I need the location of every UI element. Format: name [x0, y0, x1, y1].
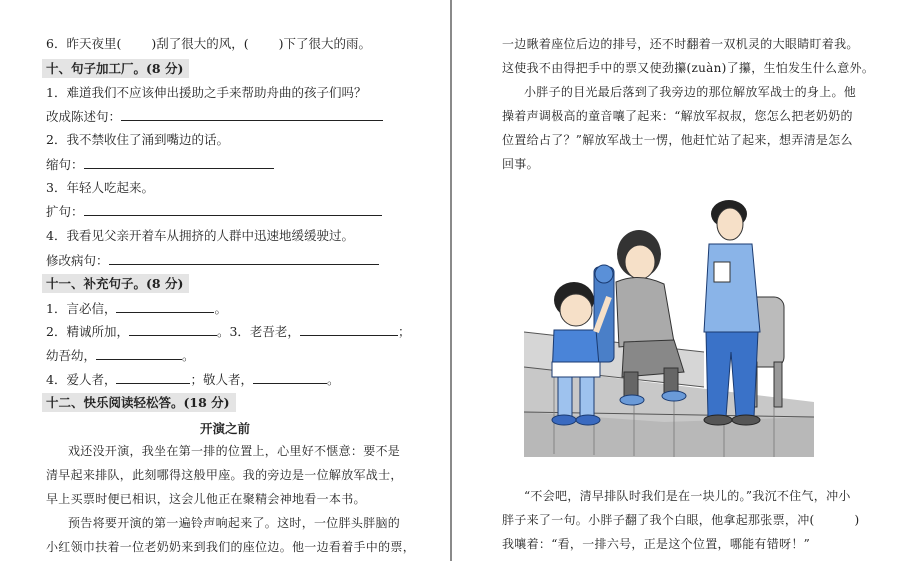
section-11-title: 十一、补充句子。(8 分) [42, 274, 189, 293]
boy-grandma-soldier-illustration [524, 182, 814, 457]
s10-question-4: 4．我看见父亲开着车从拥挤的人群中迅速地缓缓驶过。 [46, 228, 354, 243]
passage-line: 早上买票时便已相识，这会儿他正在聚精会神地看一本书。 [46, 492, 366, 506]
passage-line: 回事。 [502, 157, 539, 171]
s11-question-1: 1．言必信， 。 [46, 301, 227, 316]
passage-line: “不会吧，清早排队时我们是在一块儿的。”我沉不住气，冲小 [524, 489, 851, 503]
passage-line: 位置给占了？”解放军战士一愣，他赶忙站了起来，想弄清是怎么 [502, 133, 853, 147]
answer-blank[interactable] [84, 156, 274, 169]
answer-blank[interactable] [121, 108, 383, 121]
s10-answer-3: 扩句： [46, 203, 382, 220]
s10-answer-2: 缩句： [46, 156, 274, 173]
right-page [452, 0, 903, 561]
passage-line: 胖子来了一句。小胖子翻了我个白眼，他拿起那张票，冲( ) [502, 513, 860, 527]
passage-line: 一边瞅着座位后边的排号，还不时翻着一双机灵的大眼睛盯着我。 [502, 37, 859, 51]
s11-question-4: 4．爱人者， ；敬人者， 。 [46, 372, 340, 387]
passage-title: 开演之前 [199, 421, 250, 436]
left-page [0, 0, 450, 561]
passage-line: 预告将要开演的第一遍铃声响起来了。这时，一位胖头胖脑的 [68, 516, 401, 530]
passage-line: 我嚷着：“看，一排六号，正是这个位置，哪能有错呀！” [502, 537, 811, 551]
question-6: 6．昨天夜里( )刮了很大的风，( )下了很大的雨。 [46, 36, 371, 51]
s10-answer-4: 修改病句： [46, 252, 379, 269]
section-10-title: 十、句子加工厂。(8 分) [42, 59, 189, 78]
answer-blank[interactable] [116, 371, 190, 384]
answer-blank[interactable] [96, 347, 182, 360]
passage-line: 清早起来排队，此刻哪得这般甲座。我的旁边是一位解放军战士， [46, 468, 403, 482]
answer-blank[interactable] [129, 323, 217, 336]
s11-question-2-3: 2．精诚所加， 。3．老吾老， ； [46, 324, 411, 339]
s11-question-3-cont: 幼吾幼， 。 [46, 348, 195, 363]
passage-line: 操着声调极高的童音嚷了起来：“解放军叔叔，您怎么把老奶奶的 [502, 109, 853, 123]
answer-blank[interactable] [84, 203, 382, 216]
s10-question-3: 3．年轻人吃起来。 [46, 180, 154, 195]
answer-blank[interactable] [253, 371, 327, 384]
s10-question-1: 1．难道我们不应该伸出援助之手来帮助舟曲的孩子们吗？ [46, 85, 367, 100]
s10-answer-1: 改成陈述句： [46, 108, 383, 125]
answer-blank[interactable] [300, 323, 398, 336]
passage-line: 这使我不由得把手中的票又使劲攥(zuàn)了攥，生怕发生什么意外。 [502, 61, 875, 75]
passage-line: 戏还没开演，我坐在第一排的位置上，心里好不惬意：要不是 [68, 444, 401, 458]
answer-blank[interactable] [116, 300, 214, 313]
passage-line: 小红领巾扶着一位老奶奶来到我们的座位边。他一边看着手中的票， [46, 540, 416, 554]
answer-blank[interactable] [109, 252, 379, 265]
section-12-title: 十二、快乐阅读轻松答。(18 分) [42, 393, 236, 412]
passage-line: 小胖子的目光最后落到了我旁边的那位解放军战士的身上。他 [524, 85, 857, 99]
s10-question-2: 2．我不禁收住了涌到嘴边的话。 [46, 132, 229, 147]
